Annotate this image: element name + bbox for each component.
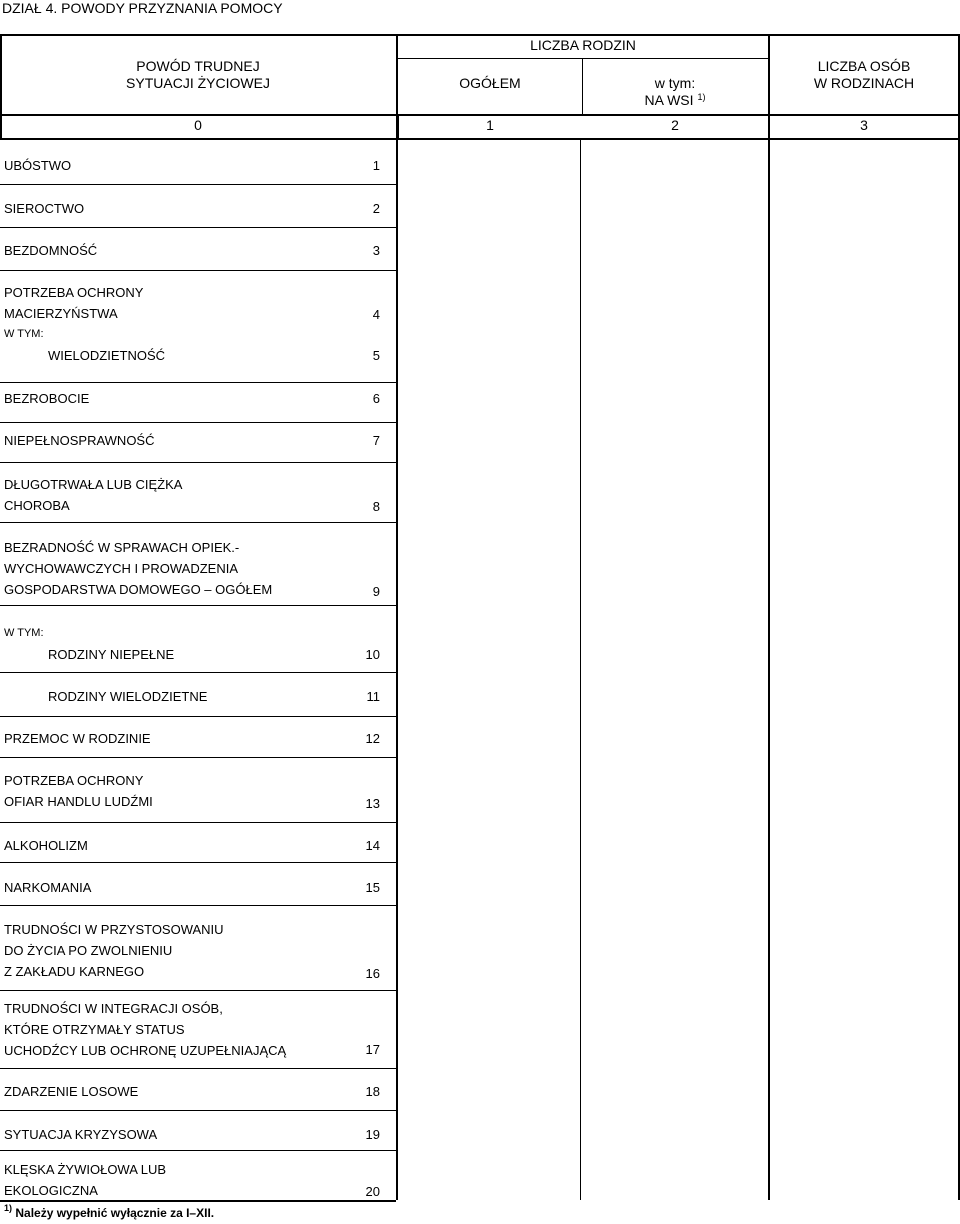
footnote xyxy=(4,1203,215,1220)
row-label: DO ŻYCIA PO ZWOLNIENIU xyxy=(4,943,173,958)
data-cell-col3-row7[interactable] xyxy=(768,422,960,462)
data-cell-col2-row16[interactable] xyxy=(582,905,768,990)
row-number: 15 xyxy=(365,880,380,895)
grid-hline xyxy=(0,716,396,717)
row-label: UCHODŹCY LUB OCHRONĘ UZUPEŁNIAJĄCĄ xyxy=(4,1043,287,1058)
grid-hline xyxy=(0,382,396,383)
row-label: TRUDNOŚCI W PRZYSTOSOWANIU xyxy=(4,922,224,937)
grid-hline xyxy=(0,522,396,523)
data-cell-col3-row6[interactable] xyxy=(768,382,960,422)
grid-vline xyxy=(580,138,581,1200)
data-cell-col2-row13[interactable] xyxy=(582,757,768,822)
row-number: 10 xyxy=(365,647,380,662)
row-label: GOSPODARSTWA DOMOWEGO – OGÓŁEM xyxy=(4,582,273,597)
row-label: KLĘSKA ŻYWIOŁOWA LUB xyxy=(4,1162,167,1177)
grid-hline xyxy=(0,462,396,463)
data-cell-col3-row20[interactable] xyxy=(768,1150,960,1200)
grid-hline xyxy=(0,1068,396,1069)
header-rural-line1: w tym: xyxy=(654,75,696,91)
row-label: DŁUGOTRWAŁA LUB CIĘŻKA xyxy=(4,477,183,492)
data-cell-col1-row18[interactable] xyxy=(398,1068,582,1110)
data-cell-col2-row18[interactable] xyxy=(582,1068,768,1110)
data-cell-col1-row11[interactable] xyxy=(398,672,582,716)
data-cell-col3-row12[interactable] xyxy=(768,716,960,757)
row-label: KTÓRE OTRZYMAŁY STATUS xyxy=(4,1022,185,1037)
data-cell-col2-row6[interactable] xyxy=(582,382,768,422)
row-number: 7 xyxy=(372,433,380,448)
row-label: RODZINY NIEPEŁNE xyxy=(48,647,175,662)
footnote-mark: 1) xyxy=(4,1203,13,1213)
data-cell-col1-row1[interactable] xyxy=(398,140,582,184)
grid-hline xyxy=(0,862,396,863)
row-label: UBÓSTWO xyxy=(4,158,72,173)
footnote-text: Należy wypełnić wyłącznie za I–XII. xyxy=(15,1206,215,1220)
data-cell-col3-row2[interactable] xyxy=(768,184,960,227)
row-prefix: W TYM: xyxy=(4,328,44,340)
row-number: 3 xyxy=(372,243,380,258)
row-label: WIELODZIETNOŚĆ xyxy=(48,348,166,363)
data-cell-col1-row15[interactable] xyxy=(398,862,582,905)
data-cell-col1-row20[interactable] xyxy=(398,1150,582,1200)
row-number: 2 xyxy=(372,201,380,216)
data-cell-col2-row2[interactable] xyxy=(582,184,768,227)
grid-hline xyxy=(0,1200,396,1202)
row-number: 12 xyxy=(365,731,380,746)
data-cell-col3-row13[interactable] xyxy=(768,757,960,822)
data-cell-col1-row2[interactable] xyxy=(398,184,582,227)
grid-hline xyxy=(0,822,396,823)
header-persons-line1: LICZBA OSÓB xyxy=(817,58,911,74)
row-label: NARKOMANIA xyxy=(4,880,92,895)
header-rural xyxy=(582,75,768,109)
data-cell-col2-row3[interactable] xyxy=(582,227,768,270)
data-cell-col3-row19[interactable] xyxy=(768,1110,960,1150)
data-cell-col3-row15[interactable] xyxy=(768,862,960,905)
data-cell-col2-row7[interactable] xyxy=(582,422,768,462)
row-label: EKOLOGICZNA xyxy=(4,1183,98,1198)
col-num-0: 0 xyxy=(194,117,202,133)
row-label: MACIERZYŃSTWA xyxy=(4,306,118,321)
section-title: DZIAŁ 4. POWODY PRZYZNANIA POMOCY xyxy=(2,0,283,16)
data-cell-col1-row9[interactable] xyxy=(398,522,582,605)
grid-vline xyxy=(582,58,583,114)
row-label: RODZINY WIELODZIETNE xyxy=(48,689,208,704)
row-label: ALKOHOLIZM xyxy=(4,838,88,853)
row-label: SYTUACJA KRYZYSOWA xyxy=(4,1127,158,1142)
data-cell-col2-row20[interactable] xyxy=(582,1150,768,1200)
row-label: SIEROCTWO xyxy=(4,201,85,216)
row-label: BEZRADNOŚĆ W SPRAWACH OPIEK.- xyxy=(4,540,240,555)
data-cell-col3-row4[interactable] xyxy=(768,270,960,382)
row-number: 1 xyxy=(372,158,380,173)
data-cell-col3-row8[interactable] xyxy=(768,462,960,522)
data-cell-col1-row4[interactable] xyxy=(398,270,582,382)
data-cell-col1-row17[interactable] xyxy=(398,990,582,1068)
header-reason-line2: SYTUACJI ŻYCIOWEJ xyxy=(126,75,270,91)
data-cell-col2-row10[interactable] xyxy=(582,605,768,672)
row-prefix: W TYM: xyxy=(4,627,44,639)
row-label: POTRZEBA OCHRONY xyxy=(4,773,144,788)
col-num-2: 2 xyxy=(671,117,679,133)
row-number: 4 xyxy=(372,307,380,322)
data-cell-col1-row3[interactable] xyxy=(398,227,582,270)
data-cell-col2-row4[interactable] xyxy=(582,270,768,382)
grid-hline xyxy=(398,58,768,59)
row-label: BEZROBOCIE xyxy=(4,391,90,406)
header-persons xyxy=(770,58,958,92)
data-cell-col1-row14[interactable] xyxy=(398,822,582,862)
data-cell-col1-row6[interactable] xyxy=(398,382,582,422)
header-families-group: LICZBA RODZIN xyxy=(530,37,636,53)
row-number: 18 xyxy=(365,1084,380,1099)
data-cell-col1-row13[interactable] xyxy=(398,757,582,822)
grid-hline xyxy=(0,990,396,991)
row-label: PRZEMOC W RODZINIE xyxy=(4,731,151,746)
row-label: NIEPEŁNOSPRAWNOŚĆ xyxy=(4,433,155,448)
grid-hline xyxy=(0,1150,396,1151)
row-number: 14 xyxy=(365,838,380,853)
data-cell-col2-row14[interactable] xyxy=(582,822,768,862)
data-cell-col3-row1[interactable] xyxy=(768,140,960,184)
grid-hline xyxy=(0,227,396,228)
grid-hline xyxy=(0,114,960,116)
grid-hline xyxy=(0,422,396,423)
data-cell-col1-row8[interactable] xyxy=(398,462,582,522)
row-number: 13 xyxy=(365,796,380,811)
header-total: OGÓŁEM xyxy=(459,75,521,91)
data-cell-col3-row17[interactable] xyxy=(768,990,960,1068)
data-cell-col2-row19[interactable] xyxy=(582,1110,768,1150)
row-label: TRUDNOŚCI W INTEGRACJI OSÓB, xyxy=(4,1001,223,1016)
data-cell-col3-row10[interactable] xyxy=(768,605,960,672)
row-number: 16 xyxy=(365,966,380,981)
grid-hline xyxy=(0,757,396,758)
grid-hline xyxy=(0,270,396,271)
data-cell-col3-row16[interactable] xyxy=(768,905,960,990)
row-number: 19 xyxy=(365,1127,380,1142)
data-cell-col2-row1[interactable] xyxy=(582,140,768,184)
row-label: POTRZEBA OCHRONY xyxy=(4,285,144,300)
data-cell-col2-row15[interactable] xyxy=(582,862,768,905)
row-label: Z ZAKŁADU KARNEGO xyxy=(4,964,145,979)
grid-hline xyxy=(0,1110,396,1111)
row-number: 17 xyxy=(365,1042,380,1057)
data-cell-col1-row7[interactable] xyxy=(398,422,582,462)
row-label: OFIAR HANDLU LUDŹMI xyxy=(4,794,153,809)
grid-vline xyxy=(396,34,398,1200)
header-reason-line1: POWÓD TRUDNEJ xyxy=(136,58,260,74)
row-number: 8 xyxy=(372,499,380,514)
data-cell-col3-row14[interactable] xyxy=(768,822,960,862)
row-label: CHOROBA xyxy=(4,498,70,513)
grid-vline xyxy=(398,114,399,138)
grid-hline xyxy=(0,138,960,140)
data-cell-col2-row17[interactable] xyxy=(582,990,768,1068)
data-cell-col1-row12[interactable] xyxy=(398,716,582,757)
header-reason xyxy=(80,58,316,92)
col-num-1: 1 xyxy=(486,117,494,133)
grid-hline xyxy=(0,605,396,606)
footnote-ref: 1) xyxy=(697,92,706,102)
data-cell-col2-row11[interactable] xyxy=(582,672,768,716)
data-cell-col3-row3[interactable] xyxy=(768,227,960,270)
header-persons-line2: W RODZINACH xyxy=(813,75,915,91)
data-cell-col1-row16[interactable] xyxy=(398,905,582,990)
row-number: 20 xyxy=(365,1184,380,1199)
data-cell-col2-row12[interactable] xyxy=(582,716,768,757)
grid-hline xyxy=(0,905,396,906)
grid-vline xyxy=(768,34,770,1200)
data-cell-col3-row18[interactable] xyxy=(768,1068,960,1110)
row-number: 9 xyxy=(372,584,380,599)
grid-vline xyxy=(0,34,2,138)
grid-hline xyxy=(0,184,396,185)
row-label: BEZDOMNOŚĆ xyxy=(4,243,98,258)
data-cell-col1-row10[interactable] xyxy=(398,605,582,672)
row-number: 5 xyxy=(372,348,380,363)
row-number: 11 xyxy=(366,689,380,704)
data-cell-col2-row9[interactable] xyxy=(582,522,768,605)
data-cell-col2-row8[interactable] xyxy=(582,462,768,522)
row-label: WYCHOWAWCZYCH I PROWADZENIA xyxy=(4,561,238,576)
data-cell-col1-row19[interactable] xyxy=(398,1110,582,1150)
row-label: ZDARZENIE LOSOWE xyxy=(4,1084,139,1099)
grid-hline xyxy=(0,34,960,36)
grid-hline xyxy=(0,672,396,673)
header-rural-line2: NA WSI $^{1)}$ xyxy=(644,92,706,108)
col-num-3: 3 xyxy=(860,117,868,133)
data-cell-col3-row11[interactable] xyxy=(768,672,960,716)
data-cell-col3-row9[interactable] xyxy=(768,522,960,605)
row-number: 6 xyxy=(372,391,380,406)
